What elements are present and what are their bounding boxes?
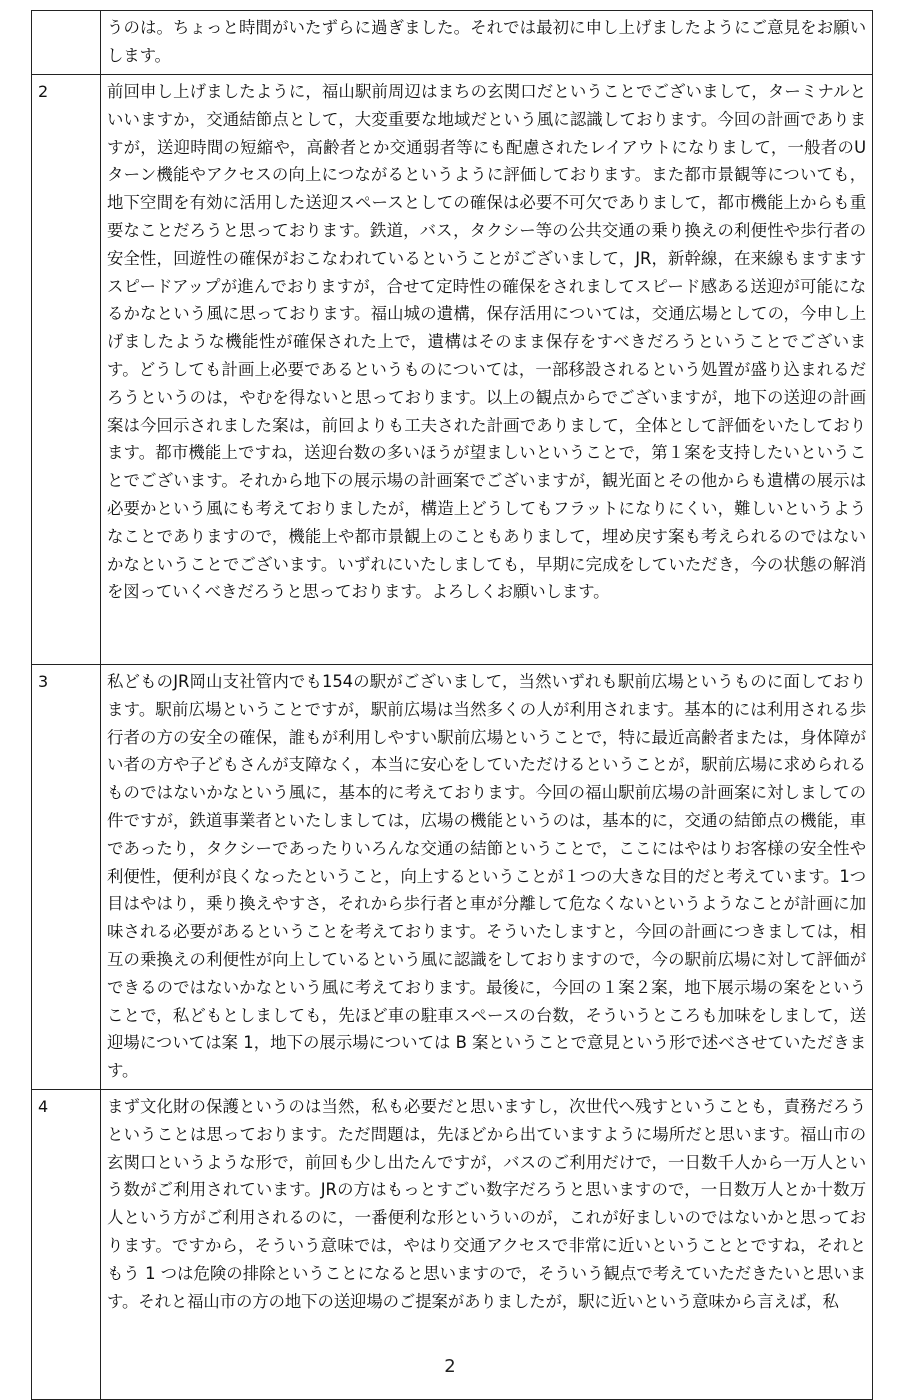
table-row [32,1089,873,1399]
table-row [32,11,873,75]
statement-cell: まず文化財の保護というのは当然，私も必要だと思いますし，次世代へ残すということも，責務だろうということは思っております。ただ問題は，先ほどから出ていますように場所だと思います。福山市の玄関口というような形で，前回も少し出たんですが，バスのご利用だけで，一日数千人から一万人という数がご利用されています。JRの方はもっとすごい数字だろうと思いますので，一日数万人とか十数万人という方がご利用されるのに，一番便利な形といういのが，これが好ましいのではないかと思っております。ですから，そういう意味では，やはり交通アクセスで非常に近いということとですね，それともう 1 つは危険の排除ということになると思いますので，そういう観点で考えていただきたいと思います。それと福山市の方の地下の送迎場のご提案がありましたが，駅に近いという意味から言えば，私 [101,1089,873,1399]
speaker-number-cell: 3 [32,665,101,1090]
speaker-number-cell: 4 [32,1089,101,1399]
page-number: 2 [444,1356,456,1377]
table-row [32,665,873,1090]
minutes-table [31,10,873,1400]
statement-cell: 前回申し上げましたように，福山駅前周辺はまちの玄関口だということでございまして，ターミナルといいますか，交通結節点として，大変重要な地域だという風に認識しております。今回の計画でありますが，送迎時間の短縮や，高齢者とか交通弱者等にも配慮されたレイアウトになりまして，一般者のUターン機能やアクセスの向上につながるというように評価しております。また都市景観等についても，地下空間を有効に活用した送迎スペースとしての確保は必要不可欠でありまして，都市機能上からも重要なことだろうと思っております。鉄道，バス，タクシー等の公共交通の乗り換えの利便性や歩行者の安全性，回遊性の確保がおこなわれているということがございまして，JR，新幹線，在来線もますますスピードアップが進んでおりますが，合せて定時性の確保をされましてスピード感ある送迎が可能になるかなという風に思っております。福山城の遺構，保存活用については，交通広場としての，今申し上げましたような機能性が確保された上で，遺構はそのまま保存をすべきだろうということでございます。どうしても計画上必要であるというものについては，一部移設されるという処置が盛り込まれるだろうというのは，やむを得ないと思っております。以上の観点からでございますが，地下の送迎の計画案は今回示されました案は，前回よりも工夫された計画でありまして，全体として評価をいたしております。都市機能上ですね，送迎台数の多いほうが望ましいということで，第１案を支持したいということでございます。それから地下の展示場の計画案でございますが，観光面とその他からも遺構の展示は必要かという風にも考えておりましたが，構造上どうしてもフラットになりにくい，難しいというようなことでありますので，機能上や都市景観上のこともありまして，埋め戻す案も考えられるのではないかなということでございます。いずれにいたしましても，早期に完成をしていただき，今の状態の解消を図っていくべきだろうと思っております。よろしくお願いします。 [101,75,873,665]
statement-cell: うのは。ちょっと時間がいたずらに過ぎました。それでは最初に申し上げましたようにご意見をお願いします。 [101,11,873,75]
speaker-number-cell: 2 [32,75,101,665]
table-row [32,75,873,665]
statement-cell: 私どものJR岡山支社管内でも154の駅がございまして，当然いずれも駅前広場というものに面しております。駅前広場ということですが，駅前広場は当然多くの人が利用されます。基本的には利用される歩行者の方の安全の確保，誰もが利用しやすい駅前広場ということで，特に最近高齢者または，身体障がい者の方や子どもさんが支障なく，本当に安心をしていただけるということが，駅前広場に求められるものではないかなという風に，基本的に考えております。今回の福山駅前広場の計画案に対しましての件ですが，鉄道事業者といたしましては，広場の機能というのは，基本的に，交通の結節点の機能，車であったり，タクシーであったりいろんな交通の結節ということで，ここにはやはりお客様の安全性や利便性，便利が良くなったということ，向上するということが１つの大きな目的だと考えています。1つ目はやはり，乗り換えやすさ，それから歩行者と車が分離して危なくないというようなことが計画に加味される必要があるということを考えております。そういたしますと，今回の計画につきましては，相互の乗換えの利便性が向上しているという風に認識をしておりますので，今の駅前広場に対して評価ができるのではないかなという風に考えております。最後に，今回の１案２案，地下展示場の案をということで，私どもとしましても，先ほど車の駐車スペースの台数，そういうところも加味をしまして，送迎場については案 1，地下の展示場については B 案ということで意見という形で述べさせていただきます。 [101,665,873,1090]
speaker-number-cell [32,11,101,75]
